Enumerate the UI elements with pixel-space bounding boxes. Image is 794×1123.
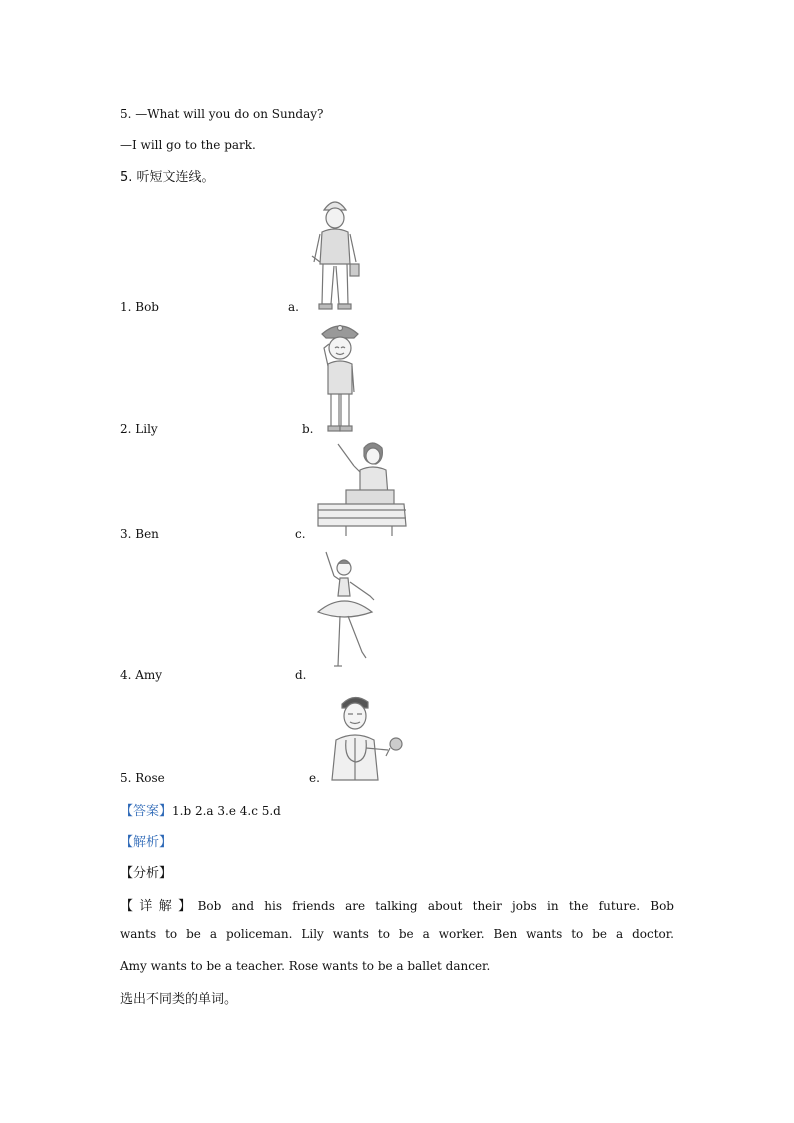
policeman-icon bbox=[318, 318, 362, 434]
detail-line-3: Amy wants to be a teacher. Rose wants to be a ballet dancer. bbox=[120, 959, 491, 973]
fenxi-label: 【分析】 bbox=[120, 866, 173, 881]
item-name-5: 5. Rose bbox=[120, 771, 165, 785]
item-letter-c: c. bbox=[295, 527, 306, 541]
worker-icon bbox=[310, 192, 360, 312]
item-name-2: 2. Lily bbox=[120, 422, 158, 436]
detail-label: 【详解】 bbox=[120, 899, 198, 914]
item-letter-e: e. bbox=[309, 771, 320, 785]
item-letter-a: a. bbox=[288, 300, 299, 314]
doctor-icon bbox=[330, 694, 408, 782]
section-title: 5. 听短文连线。 bbox=[120, 170, 215, 185]
item-letter-b: b. bbox=[302, 422, 314, 436]
next-question: 选出不同类的单词。 bbox=[120, 992, 238, 1007]
answer-value: 1.b 2.a 3.e 4.c 5.d bbox=[172, 804, 281, 818]
item-name-1: 1. Bob bbox=[120, 300, 159, 314]
teacher-icon bbox=[316, 440, 408, 540]
item-name-3: 3. Ben bbox=[120, 527, 159, 541]
item-name-4: 4. Amy bbox=[120, 668, 163, 682]
detail-line-2: wants to be a policeman. Lily wants to be a worker. Ben wants to be a doctor. bbox=[120, 927, 674, 941]
answer-text: —I will go to the park. bbox=[120, 138, 256, 152]
answer-block bbox=[120, 800, 281, 820]
answer-label: 【答案】 bbox=[120, 804, 173, 819]
detail-text-1: Bob and his friends are talking about their jobs in the future. Bob bbox=[197, 899, 674, 913]
question-text: 5. —What will you do on Sunday? bbox=[120, 107, 324, 121]
detail-line-1 bbox=[120, 895, 674, 914]
item-letter-d: d. bbox=[295, 668, 307, 682]
analysis-label: 【解析】 bbox=[120, 835, 173, 850]
ballet-dancer-icon bbox=[314, 550, 380, 670]
